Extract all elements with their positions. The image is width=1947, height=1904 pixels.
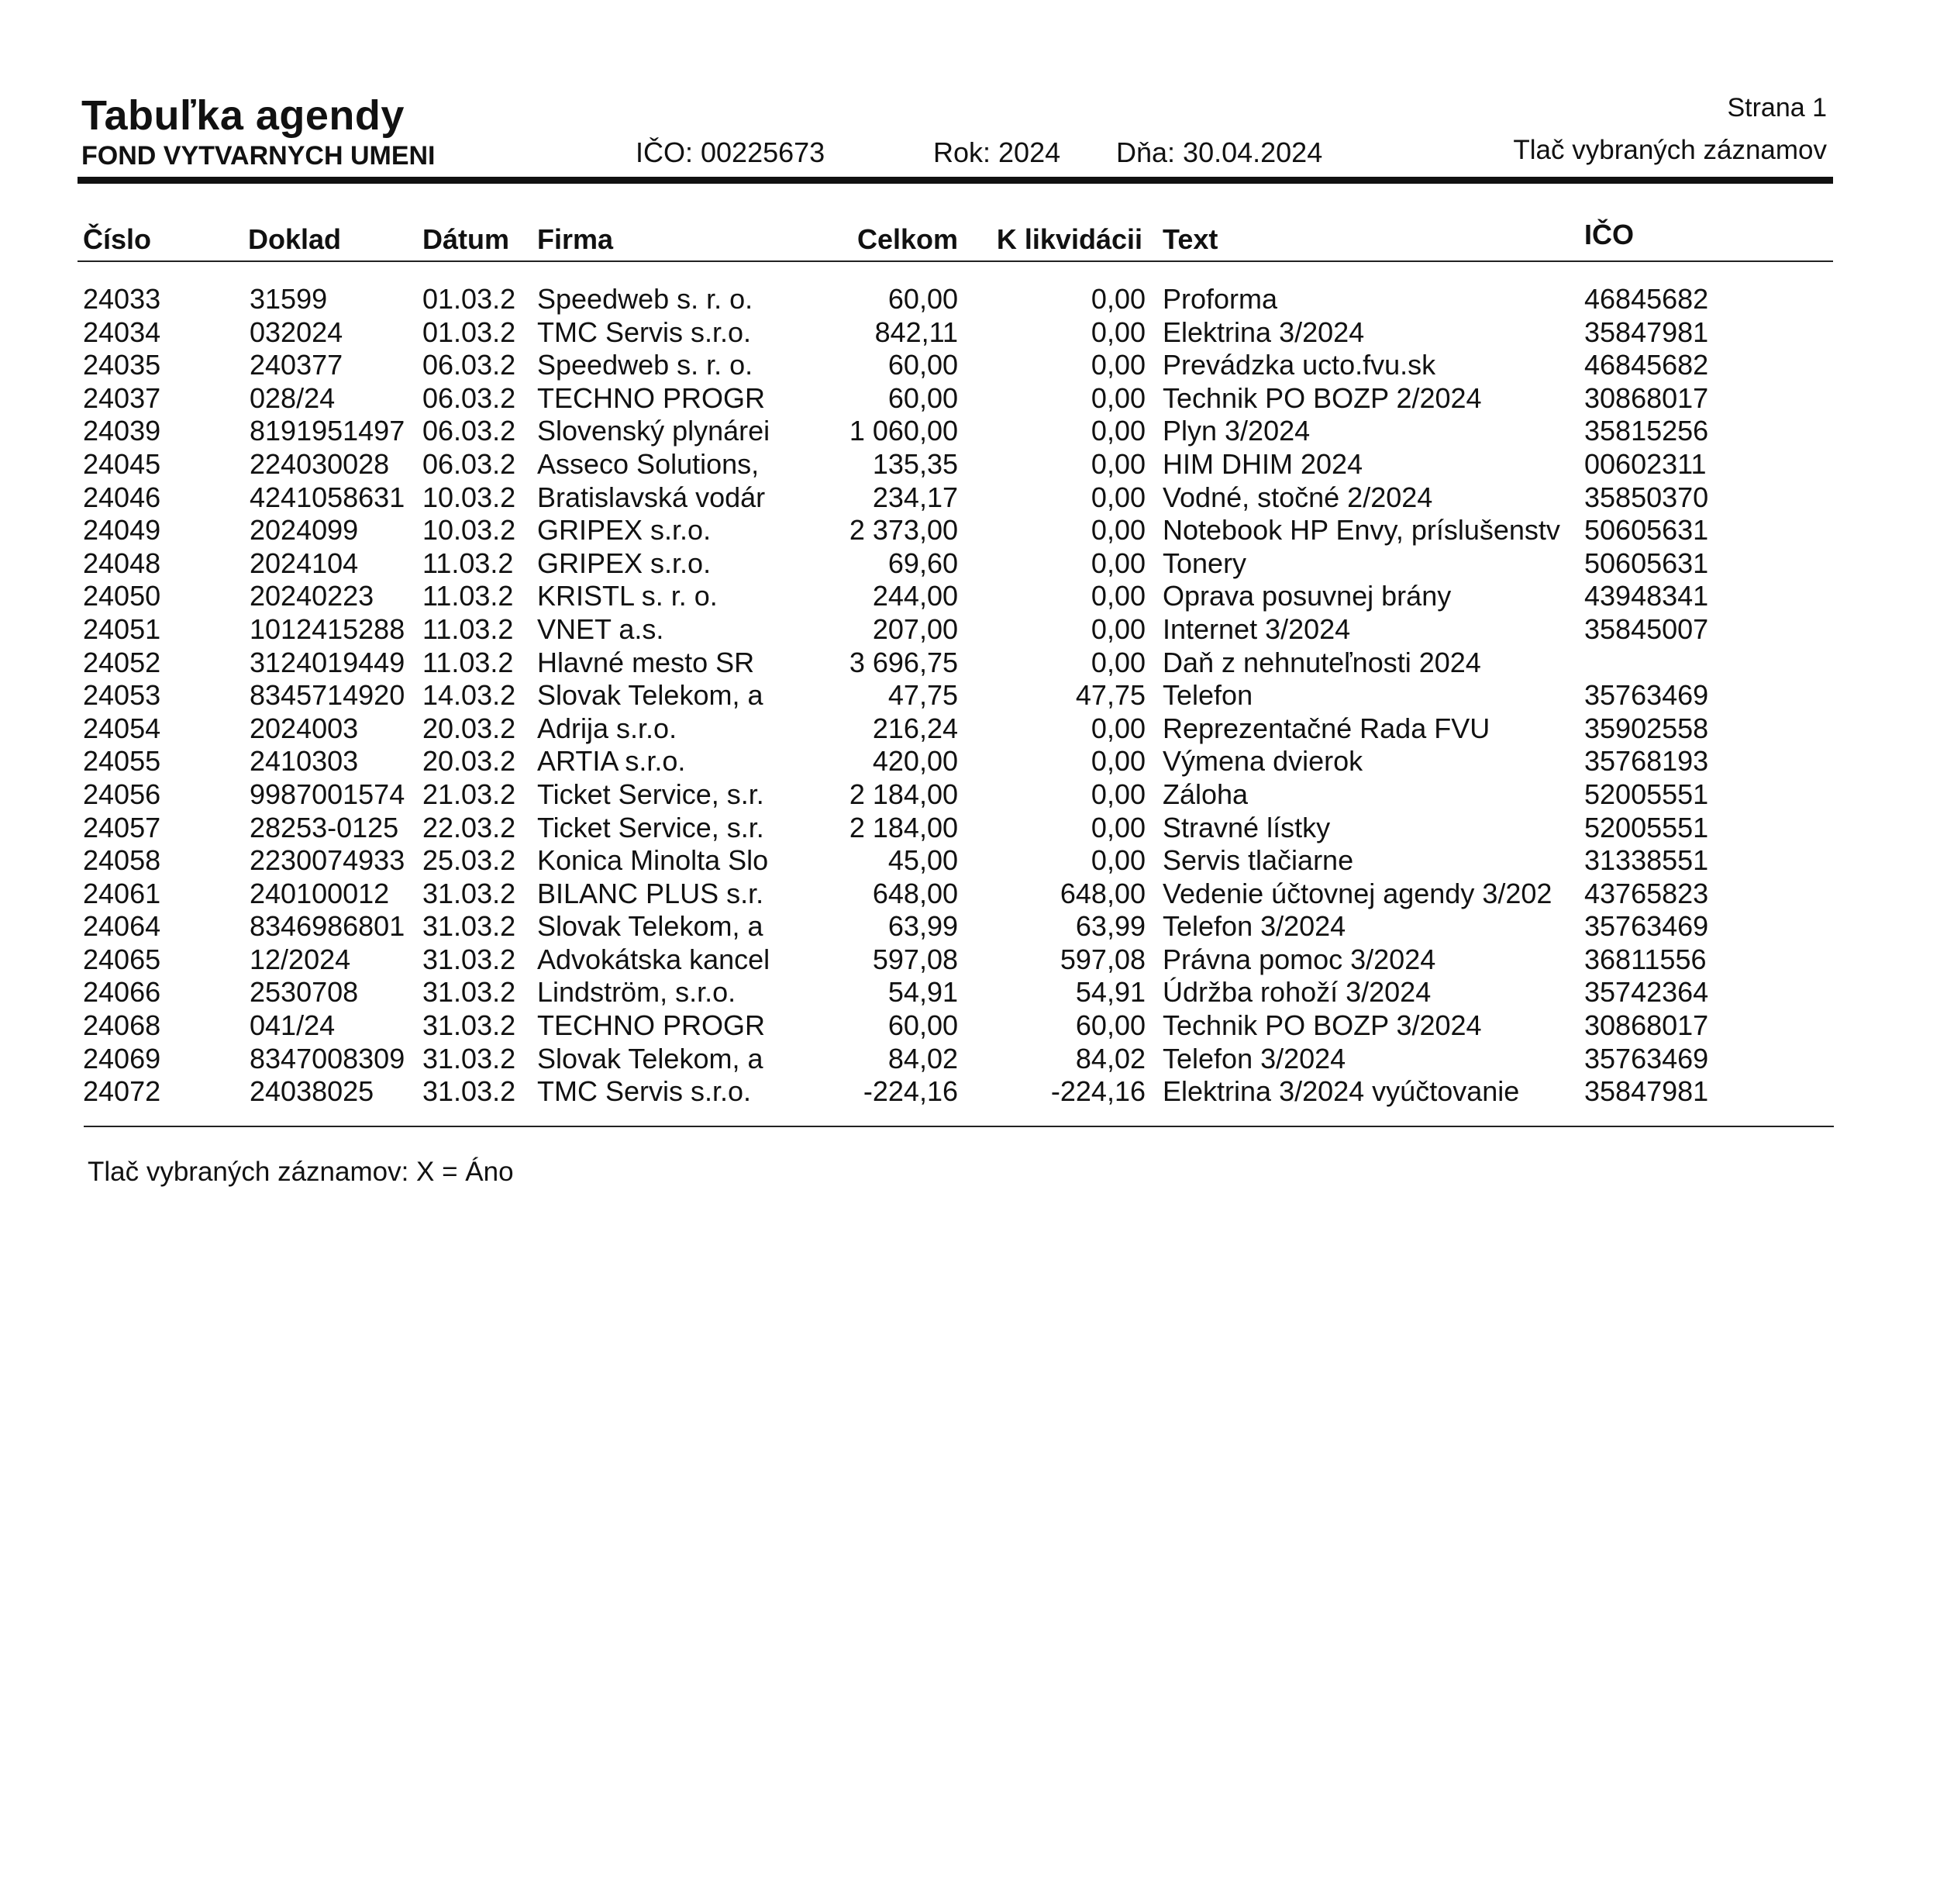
cell-text: Záloha: [1163, 778, 1249, 810]
cell-ico: 46845682: [1584, 349, 1709, 381]
cell-k-likvidacii: 47,75: [1075, 679, 1146, 712]
cell-text: Technik PO BOZP 3/2024: [1163, 1009, 1482, 1042]
cell-doklad: 2230074933: [250, 844, 405, 877]
cell-k-likvidacii: 84,02: [1075, 1042, 1146, 1074]
cell-k-likvidacii: 597,08: [1060, 943, 1146, 975]
cell-cislo: 24068: [83, 1009, 161, 1042]
cell-doklad: 8345714920: [250, 679, 405, 712]
cell-datum: 11.03.2: [422, 580, 514, 612]
cell-ico: 43765823: [1584, 877, 1709, 909]
table-row: [0, 514, 1947, 547]
cell-doklad: 032024: [250, 316, 343, 348]
report-date: Dňa: 30.04.2024: [1116, 136, 1323, 168]
cell-ico: 52005551: [1584, 811, 1709, 843]
organization-ico: IČO: 00225673: [636, 136, 825, 168]
cell-doklad: 2530708: [250, 976, 359, 1009]
cell-firma: Bratislavská vodár: [537, 481, 766, 513]
cell-datum: 31.03.2: [422, 910, 516, 943]
cell-text: Tonery: [1163, 547, 1247, 579]
cell-celkom: 2 373,00: [849, 514, 958, 547]
cell-datum: 06.03.2: [422, 381, 516, 414]
cell-ico: 35763469: [1584, 679, 1709, 712]
cell-firma: TECHNO PROGR: [537, 1009, 766, 1042]
cell-k-likvidacii: 0,00: [1091, 349, 1146, 381]
table-row: [0, 1043, 1947, 1076]
cell-ico: 35847981: [1584, 316, 1709, 348]
cell-celkom: 2 184,00: [849, 811, 958, 843]
cell-celkom: 84,02: [887, 1042, 958, 1074]
cell-text: Telefon 3/2024: [1163, 1042, 1346, 1074]
cell-datum: 31.03.2: [422, 1009, 516, 1042]
cell-k-likvidacii: 60,00: [1075, 1009, 1146, 1042]
cell-text: Proforma: [1163, 283, 1278, 315]
cell-text: Notebook HP Envy, príslušenstv: [1163, 514, 1560, 547]
cell-ico: 35845007: [1584, 612, 1709, 645]
table-row: [0, 812, 1947, 845]
cell-celkom: 60,00: [887, 349, 958, 381]
table-row: [0, 613, 1947, 647]
cell-firma: Speedweb s. r. o.: [537, 283, 753, 315]
cell-firma: TECHNO PROGR: [537, 381, 766, 414]
cell-k-likvidacii: 0,00: [1091, 745, 1146, 778]
table-row: [0, 580, 1947, 613]
cell-ico: 50605631: [1584, 547, 1709, 579]
cell-celkom: 842,11: [874, 316, 958, 348]
cell-datum: 31.03.2: [422, 1042, 516, 1074]
cell-ico: 35763469: [1584, 1042, 1709, 1074]
cell-cislo: 24039: [83, 415, 161, 447]
column-header-doklad: Doklad: [248, 223, 342, 255]
column-header-celkom: Celkom: [856, 223, 958, 255]
cell-text: Prevádzka ucto.fvu.sk: [1163, 349, 1436, 381]
cell-cislo: 24034: [83, 316, 161, 348]
table-row: [0, 316, 1947, 350]
cell-k-likvidacii: 0,00: [1091, 612, 1146, 645]
cell-text: Elektrina 3/2024 vyúčtovanie: [1163, 1075, 1520, 1108]
cell-doklad: 9987001574: [250, 778, 405, 810]
table-body: [0, 283, 1947, 1109]
cell-ico: 00602311: [1584, 447, 1707, 480]
cell-celkom: 60,00: [887, 283, 958, 315]
cell-text: Právna pomoc 3/2024: [1163, 943, 1436, 975]
cell-cislo: 24049: [83, 514, 161, 547]
cell-text: Údržba rohoží 3/2024: [1163, 976, 1432, 1009]
cell-cislo: 24055: [83, 745, 161, 778]
cell-celkom: 3 696,75: [849, 646, 958, 678]
cell-datum: 06.03.2: [422, 447, 516, 480]
cell-firma: TMC Servis s.r.o.: [537, 1075, 752, 1108]
cell-text: Telefon 3/2024: [1163, 910, 1346, 943]
cell-doklad: 4241058631: [250, 481, 405, 513]
cell-datum: 01.03.2: [422, 283, 516, 315]
cell-firma: Slovak Telekom, a: [537, 679, 763, 712]
table-row: [0, 647, 1947, 680]
cell-doklad: 8191951497: [250, 415, 405, 447]
cell-text: Plyn 3/2024: [1163, 415, 1311, 447]
table-row: [0, 415, 1947, 448]
cell-ico: 30868017: [1584, 1009, 1709, 1042]
cell-cislo: 24050: [83, 580, 161, 612]
cell-firma: TMC Servis s.r.o.: [537, 316, 752, 348]
table-row: [0, 481, 1947, 515]
cell-firma: GRIPEX s.r.o.: [537, 514, 712, 547]
cell-cislo: 24037: [83, 381, 161, 414]
cell-doklad: 041/24: [250, 1009, 336, 1042]
cell-ico: 52005551: [1584, 778, 1709, 810]
table-row: [0, 1075, 1947, 1109]
cell-doklad: 240377: [250, 349, 343, 381]
cell-doklad: 2410303: [250, 745, 359, 778]
cell-celkom: 60,00: [887, 1009, 958, 1042]
cell-doklad: 1012415288: [250, 612, 405, 645]
table-footer-divider: [84, 1126, 1834, 1127]
cell-datum: 11.03.2: [422, 646, 514, 678]
cell-text: Technik PO BOZP 2/2024: [1163, 381, 1482, 414]
cell-doklad: 8346986801: [250, 910, 405, 943]
cell-celkom: 45,00: [887, 844, 958, 877]
cell-ico: 50605631: [1584, 514, 1709, 547]
cell-ico: 35742364: [1584, 976, 1709, 1009]
cell-celkom: 1 060,00: [849, 415, 958, 447]
cell-ico: 36811556: [1584, 943, 1707, 975]
table-row: [0, 910, 1947, 943]
report-year: Rok: 2024: [933, 136, 1061, 168]
cell-k-likvidacii: 0,00: [1091, 415, 1146, 447]
table-row: [0, 547, 1947, 581]
table-row: [0, 283, 1947, 316]
cell-celkom: 234,17: [872, 481, 958, 513]
cell-celkom: 207,00: [872, 612, 958, 645]
cell-k-likvidacii: 648,00: [1060, 877, 1146, 909]
cell-firma: Hlavné mesto SR: [537, 646, 755, 678]
cell-doklad: 31599: [250, 283, 328, 315]
cell-firma: VNET a.s.: [537, 612, 664, 645]
organization-name: FOND VYTVARNYCH UMENI: [81, 141, 436, 171]
footer-note: Tlač vybraných záznamov: X = Áno: [88, 1157, 514, 1187]
cell-celkom: 69,60: [887, 547, 958, 579]
cell-k-likvidacii: 54,91: [1075, 976, 1146, 1009]
cell-datum: 14.03.2: [422, 679, 516, 712]
cell-k-likvidacii: 0,00: [1091, 778, 1146, 810]
cell-text: Elektrina 3/2024: [1163, 316, 1365, 348]
column-header-cislo: Číslo: [83, 223, 152, 255]
cell-ico: 35850370: [1584, 481, 1709, 513]
document-title: Tabuľka agendy: [81, 92, 405, 139]
cell-text: Oprava posuvnej brány: [1163, 580, 1452, 612]
cell-k-likvidacii: 0,00: [1091, 283, 1146, 315]
cell-k-likvidacii: 0,00: [1091, 580, 1146, 612]
cell-doklad: 2024099: [250, 514, 359, 547]
cell-k-likvidacii: 0,00: [1091, 381, 1146, 414]
cell-celkom: 135,35: [872, 447, 958, 480]
cell-k-likvidacii: 0,00: [1091, 447, 1146, 480]
table-row: [0, 448, 1947, 481]
cell-cislo: 24069: [83, 1042, 161, 1074]
cell-datum: 06.03.2: [422, 415, 516, 447]
cell-datum: 25.03.2: [422, 844, 516, 877]
cell-celkom: 420,00: [872, 745, 958, 778]
cell-celkom: 63,99: [887, 910, 958, 943]
table-row: [0, 349, 1947, 382]
cell-firma: Slovenský plynárei: [537, 415, 770, 447]
cell-celkom: 244,00: [872, 580, 958, 612]
cell-text: HIM DHIM 2024: [1163, 447, 1363, 480]
cell-cislo: 24052: [83, 646, 161, 678]
cell-ico: 30868017: [1584, 381, 1709, 414]
cell-k-likvidacii: 0,00: [1091, 547, 1146, 579]
cell-firma: Ticket Service, s.r.: [537, 778, 764, 810]
cell-doklad: 28253-0125: [250, 811, 399, 843]
cell-doklad: 2024104: [250, 547, 359, 579]
cell-datum: 31.03.2: [422, 976, 516, 1009]
cell-k-likvidacii: 0,00: [1091, 481, 1146, 513]
column-header-divider: [78, 260, 1833, 262]
cell-doklad: 224030028: [250, 447, 390, 480]
cell-ico: 35763469: [1584, 910, 1709, 943]
cell-celkom: 54,91: [887, 976, 958, 1009]
cell-datum: 01.03.2: [422, 316, 516, 348]
print-mode-label: Tlač vybraných záznamov: [1513, 135, 1827, 165]
cell-cislo: 24046: [83, 481, 161, 513]
cell-k-likvidacii: 0,00: [1091, 811, 1146, 843]
cell-firma: ARTIA s.r.o.: [537, 745, 686, 778]
table-row: [0, 943, 1947, 977]
cell-celkom: 597,08: [872, 943, 958, 975]
table-row: [0, 778, 1947, 812]
cell-firma: GRIPEX s.r.o.: [537, 547, 712, 579]
cell-cislo: 24056: [83, 778, 161, 810]
cell-celkom: 2 184,00: [849, 778, 958, 810]
header-divider: [78, 177, 1833, 184]
column-header-datum: Dátum: [422, 223, 510, 255]
cell-firma: Advokátska kancel: [537, 943, 770, 975]
cell-datum: 06.03.2: [422, 349, 516, 381]
cell-cislo: 24061: [83, 877, 161, 909]
cell-cislo: 24048: [83, 547, 161, 579]
cell-datum: 22.03.2: [422, 811, 516, 843]
cell-k-likvidacii: 63,99: [1075, 910, 1146, 943]
cell-datum: 10.03.2: [422, 514, 516, 547]
table-row: [0, 745, 1947, 778]
cell-datum: 31.03.2: [422, 1075, 516, 1108]
cell-k-likvidacii: 0,00: [1091, 844, 1146, 877]
cell-k-likvidacii: 0,00: [1091, 514, 1146, 547]
cell-doklad: 12/2024: [250, 943, 351, 975]
cell-ico: 31338551: [1584, 844, 1709, 877]
cell-cislo: 24064: [83, 910, 161, 943]
cell-doklad: 2024003: [250, 712, 359, 744]
cell-firma: Speedweb s. r. o.: [537, 349, 753, 381]
table-row: [0, 844, 1947, 878]
cell-firma: Slovak Telekom, a: [537, 910, 763, 943]
cell-doklad: 240100012: [250, 877, 390, 909]
table-row: [0, 1009, 1947, 1043]
cell-celkom: 216,24: [872, 712, 958, 744]
cell-firma: Konica Minolta Slo: [537, 844, 769, 877]
cell-doklad: 3124019449: [250, 646, 405, 678]
cell-ico: 43948341: [1584, 580, 1709, 612]
cell-cislo: 24035: [83, 349, 161, 381]
column-header-text: Text: [1163, 223, 1218, 255]
column-header-ico: IČO: [1584, 219, 1635, 250]
column-header-k-likvidacii: K likvidácii: [996, 223, 1142, 255]
page-number: Strana 1: [1727, 93, 1827, 122]
cell-text: Stravné lístky: [1163, 811, 1331, 843]
cell-firma: BILANC PLUS s.r.: [537, 877, 764, 909]
cell-doklad: 8347008309: [250, 1042, 405, 1074]
cell-celkom: -224,16: [863, 1075, 958, 1108]
table-row: [0, 976, 1947, 1009]
cell-datum: 11.03.2: [422, 547, 514, 579]
cell-k-likvidacii: 0,00: [1091, 316, 1146, 348]
cell-datum: 20.03.2: [422, 712, 516, 744]
cell-datum: 21.03.2: [422, 778, 516, 810]
cell-datum: 31.03.2: [422, 943, 516, 975]
cell-cislo: 24066: [83, 976, 161, 1009]
cell-cislo: 24033: [83, 283, 161, 315]
cell-cislo: 24065: [83, 943, 161, 975]
column-header-firma: Firma: [537, 223, 614, 255]
cell-text: Internet 3/2024: [1163, 612, 1351, 645]
cell-firma: Adrija s.r.o.: [537, 712, 677, 744]
cell-firma: Slovak Telekom, a: [537, 1042, 763, 1074]
table-row: [0, 679, 1947, 712]
cell-text: Výmena dvierok: [1163, 745, 1363, 778]
cell-cislo: 24057: [83, 811, 161, 843]
cell-firma: KRISTL s. r. o.: [537, 580, 718, 612]
cell-datum: 11.03.2: [422, 612, 514, 645]
cell-cislo: 24054: [83, 712, 161, 744]
cell-doklad: 028/24: [250, 381, 336, 414]
cell-ico: 35902558: [1584, 712, 1709, 744]
cell-firma: Ticket Service, s.r.: [537, 811, 764, 843]
cell-ico: 35815256: [1584, 415, 1709, 447]
cell-ico: 35768193: [1584, 745, 1709, 778]
cell-text: Daň z nehnuteľnosti 2024: [1163, 646, 1481, 678]
cell-cislo: 24045: [83, 447, 161, 480]
table-row: [0, 712, 1947, 746]
table-row: [0, 878, 1947, 911]
cell-celkom: 47,75: [887, 679, 958, 712]
cell-ico: 46845682: [1584, 283, 1709, 315]
cell-firma: Asseco Solutions,: [537, 447, 760, 480]
cell-celkom: 648,00: [872, 877, 958, 909]
cell-celkom: 60,00: [887, 381, 958, 414]
cell-text: Reprezentačné Rada FVU: [1163, 712, 1490, 744]
cell-datum: 31.03.2: [422, 877, 516, 909]
table-row: [0, 382, 1947, 416]
cell-doklad: 24038025: [250, 1075, 374, 1108]
cell-text: Vodné, stočné 2/2024: [1163, 481, 1433, 513]
cell-cislo: 24058: [83, 844, 161, 877]
cell-k-likvidacii: 0,00: [1091, 712, 1146, 744]
cell-text: Servis tlačiarne: [1163, 844, 1354, 877]
cell-cislo: 24072: [83, 1075, 161, 1108]
cell-cislo: 24053: [83, 679, 161, 712]
cell-firma: Lindström, s.r.o.: [537, 976, 736, 1009]
cell-cislo: 24051: [83, 612, 161, 645]
cell-k-likvidacii: -224,16: [1050, 1075, 1146, 1108]
cell-doklad: 20240223: [250, 580, 374, 612]
cell-text: Vedenie účtovnej agendy 3/202: [1163, 877, 1552, 909]
cell-text: Telefon: [1163, 679, 1253, 712]
cell-datum: 10.03.2: [422, 481, 516, 513]
cell-ico: 35847981: [1584, 1075, 1709, 1108]
cell-k-likvidacii: 0,00: [1091, 646, 1146, 678]
cell-datum: 20.03.2: [422, 745, 516, 778]
